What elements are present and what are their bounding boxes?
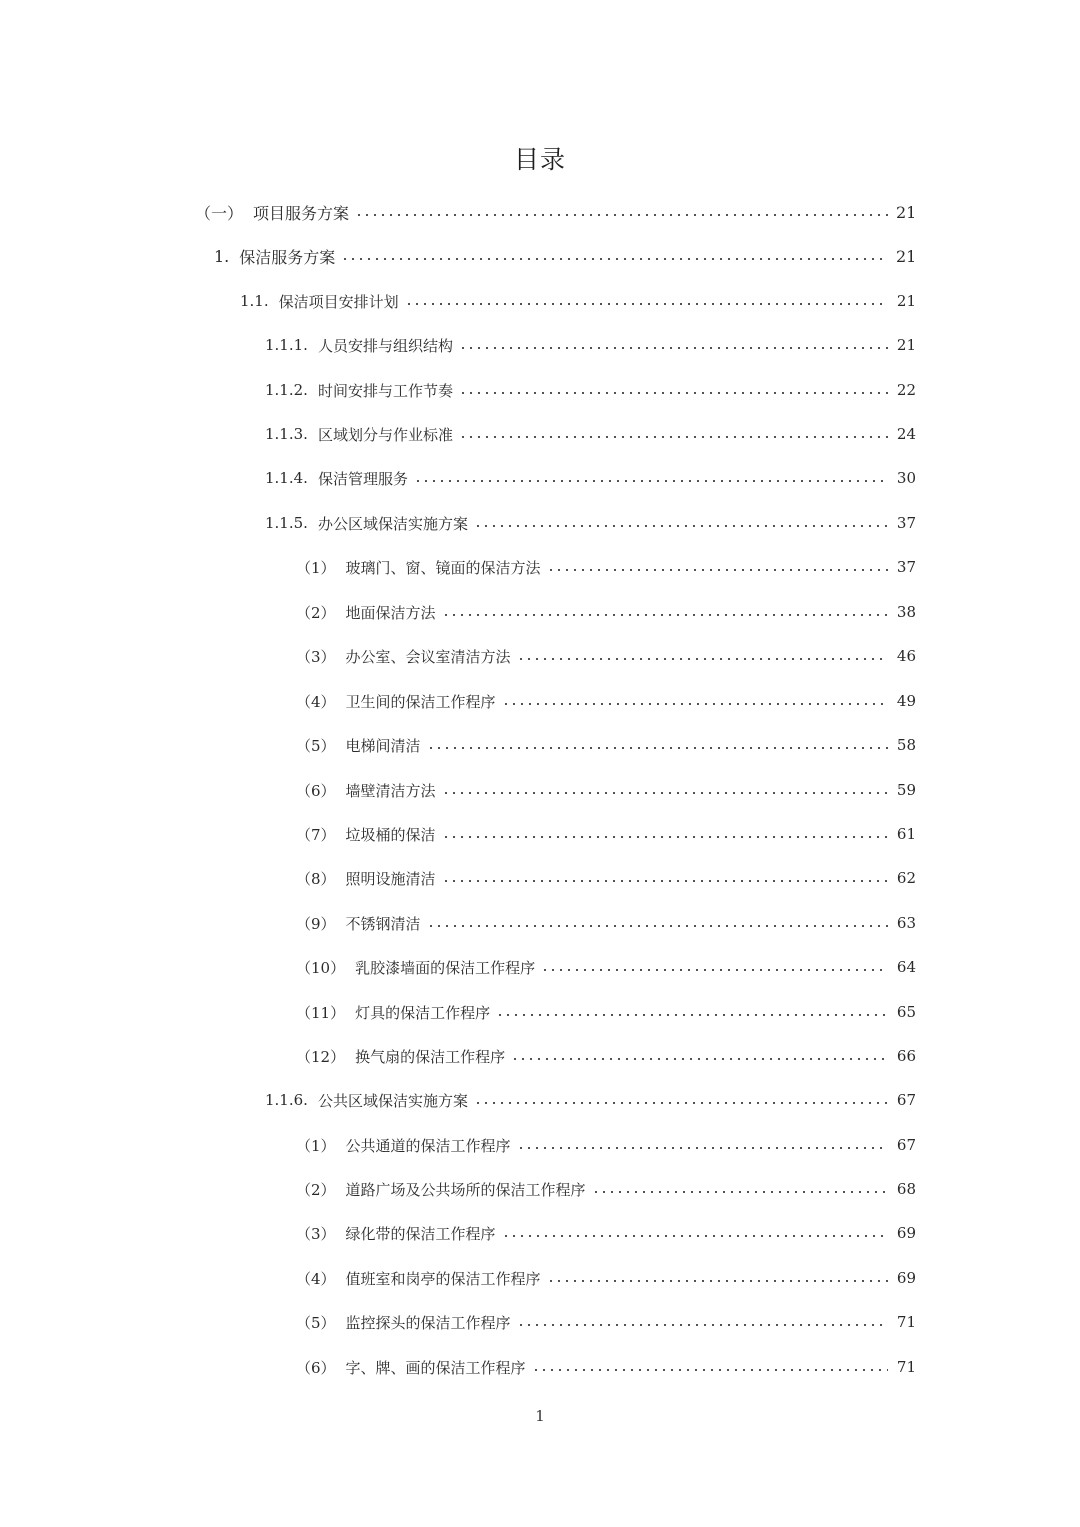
toc-entry-number: 1.1.1. bbox=[265, 336, 308, 354]
toc-entry-number: 1.1.4. bbox=[265, 469, 308, 487]
toc-entry-number: （4） bbox=[296, 692, 336, 711]
toc-entry-number: 1.1. bbox=[240, 292, 269, 310]
toc-entry[interactable] bbox=[296, 816, 916, 852]
toc-entry-page: 37 bbox=[896, 558, 916, 576]
dot-leader bbox=[474, 1102, 888, 1104]
toc-entry[interactable] bbox=[265, 327, 916, 363]
dot-leader bbox=[517, 1324, 888, 1326]
dot-leader bbox=[355, 214, 888, 216]
dot-leader bbox=[547, 569, 888, 571]
toc-entry-page: 21 bbox=[896, 292, 916, 310]
toc-entry[interactable] bbox=[214, 238, 916, 274]
toc-entry-label: 玻璃门、窗、镜面的保洁方法 bbox=[345, 558, 541, 577]
toc-entry-number: （10） bbox=[296, 958, 346, 977]
toc-entry-page: 21 bbox=[896, 336, 916, 354]
toc-entry-page: 38 bbox=[896, 603, 916, 621]
toc-entry-number: （1） bbox=[296, 558, 336, 577]
toc-entry-label: 保洁项目安排计划 bbox=[278, 292, 399, 311]
toc-entry-label: 照明设施清洁 bbox=[345, 869, 436, 888]
toc-entry-number: （6） bbox=[296, 781, 336, 800]
dot-leader bbox=[511, 1058, 888, 1060]
toc-entry-page: 65 bbox=[896, 1003, 916, 1021]
dot-leader bbox=[405, 303, 888, 305]
toc-entry[interactable] bbox=[265, 372, 916, 408]
toc-entry[interactable] bbox=[296, 1260, 916, 1296]
toc-entry-label: 换气扇的保洁工作程序 bbox=[355, 1047, 506, 1066]
toc-entry-page: 67 bbox=[896, 1091, 916, 1109]
toc-entry-label: 道路广场及公共场所的保洁工作程序 bbox=[345, 1180, 586, 1199]
dot-leader bbox=[541, 969, 888, 971]
dot-leader bbox=[414, 480, 888, 482]
dot-leader bbox=[547, 1280, 888, 1282]
toc-entry-page: 68 bbox=[896, 1180, 916, 1198]
toc-entry[interactable] bbox=[296, 594, 916, 630]
toc-entry[interactable] bbox=[296, 994, 916, 1030]
toc-entry-label: 公共区域保洁实施方案 bbox=[317, 1091, 468, 1110]
toc-entry[interactable] bbox=[265, 460, 916, 496]
toc-entry[interactable] bbox=[296, 949, 916, 985]
toc-entry[interactable] bbox=[195, 194, 916, 230]
toc-entry-number: （7） bbox=[296, 825, 336, 844]
toc-entry-page: 62 bbox=[896, 869, 916, 887]
toc-entry-label: 墙壁清洁方法 bbox=[345, 781, 436, 800]
toc-entry-number: （11） bbox=[296, 1003, 346, 1022]
toc-entry[interactable] bbox=[296, 860, 916, 896]
toc-entry[interactable] bbox=[296, 638, 916, 674]
toc-entry-label: 办公室、会议室清洁方法 bbox=[345, 647, 511, 666]
toc-entry-number: 1.1.6. bbox=[265, 1091, 308, 1109]
toc-entry-number: （5） bbox=[296, 736, 336, 755]
toc-entry-label: 字、牌、画的保洁工作程序 bbox=[345, 1358, 526, 1377]
toc-entry-label: 电梯间清洁 bbox=[345, 736, 421, 755]
toc-entry[interactable] bbox=[296, 1349, 916, 1385]
toc-entry-number: （3） bbox=[296, 647, 336, 666]
dot-leader bbox=[532, 1369, 888, 1371]
toc-entry-label: 垃圾桶的保洁 bbox=[345, 825, 436, 844]
toc-entry[interactable] bbox=[240, 283, 916, 319]
toc-entry-number: （1） bbox=[296, 1136, 336, 1155]
dot-leader bbox=[474, 525, 888, 527]
dot-leader bbox=[592, 1191, 888, 1193]
dot-leader bbox=[341, 258, 888, 260]
toc-entry[interactable] bbox=[296, 727, 916, 763]
toc-entry-label: 乳胶漆墙面的保洁工作程序 bbox=[355, 958, 536, 977]
toc-entry-label: 绿化带的保洁工作程序 bbox=[345, 1224, 496, 1243]
toc-entry-number: （5） bbox=[296, 1313, 336, 1332]
toc-entry-page: 63 bbox=[896, 914, 916, 932]
toc-entry-number: 1.1.5. bbox=[265, 514, 308, 532]
toc-entry-label: 卫生间的保洁工作程序 bbox=[345, 692, 496, 711]
toc-entry[interactable] bbox=[296, 1304, 916, 1340]
toc-entry-label: 不锈钢清洁 bbox=[345, 914, 421, 933]
dot-leader bbox=[496, 1014, 888, 1016]
dot-leader bbox=[459, 392, 888, 394]
toc-entry-page: 71 bbox=[896, 1358, 916, 1376]
toc-entry-page: 58 bbox=[896, 736, 916, 754]
dot-leader bbox=[517, 1147, 888, 1149]
toc-entry-label: 区域划分与作业标准 bbox=[317, 425, 453, 444]
toc-entry-label: 办公区域保洁实施方案 bbox=[317, 514, 468, 533]
page-title: 目录 bbox=[513, 145, 566, 174]
toc-entry-page: 66 bbox=[896, 1047, 916, 1065]
toc-entry-page: 64 bbox=[896, 958, 916, 976]
dot-leader bbox=[459, 347, 888, 349]
toc-entry[interactable] bbox=[296, 905, 916, 941]
toc-entry-page: 67 bbox=[896, 1136, 916, 1154]
toc-entry-page: 22 bbox=[896, 381, 916, 399]
toc-entry-page: 30 bbox=[896, 469, 916, 487]
toc-entry-page: 21 bbox=[896, 202, 917, 222]
toc-entry-label: 值班室和岗亭的保洁工作程序 bbox=[345, 1269, 541, 1288]
toc-entry-label: 公共通道的保洁工作程序 bbox=[345, 1136, 511, 1155]
dot-leader bbox=[442, 836, 888, 838]
toc-entry[interactable] bbox=[296, 1215, 916, 1251]
dot-leader bbox=[502, 1235, 888, 1237]
toc-entry-number: （2） bbox=[296, 603, 336, 622]
toc-entry[interactable] bbox=[296, 549, 916, 585]
toc-entry-page: 24 bbox=[896, 425, 916, 443]
toc-entry-page: 69 bbox=[896, 1269, 916, 1287]
toc-entry-label: 人员安排与组织结构 bbox=[317, 336, 453, 355]
toc-entry[interactable] bbox=[296, 1171, 916, 1207]
dot-leader bbox=[427, 925, 888, 927]
dot-leader bbox=[442, 614, 888, 616]
toc-entry-label: 监控探头的保洁工作程序 bbox=[345, 1313, 511, 1332]
page-number: 1 bbox=[535, 1407, 545, 1425]
toc-entry-number: （6） bbox=[296, 1358, 336, 1377]
toc-entry[interactable] bbox=[296, 1127, 916, 1163]
toc-entry-label: 保洁服务方案 bbox=[239, 247, 336, 267]
toc-entry-number: 1.1.3. bbox=[265, 425, 308, 443]
toc-entry[interactable] bbox=[296, 1038, 916, 1074]
toc-entry[interactable] bbox=[296, 772, 916, 808]
dot-leader bbox=[459, 436, 888, 438]
toc-entry-number: 1. bbox=[214, 246, 230, 266]
toc-entry[interactable] bbox=[296, 683, 916, 719]
toc-entry-label: 地面保洁方法 bbox=[345, 603, 436, 622]
toc-entry-page: 46 bbox=[896, 647, 916, 665]
toc-entry-number: （8） bbox=[296, 869, 336, 888]
dot-leader bbox=[502, 703, 888, 705]
toc-entry-page: 69 bbox=[896, 1224, 916, 1242]
toc-entry-page: 37 bbox=[896, 514, 916, 532]
toc-entry-page: 61 bbox=[896, 825, 916, 843]
toc-entry-number: （2） bbox=[296, 1180, 336, 1199]
toc-entry-page: 49 bbox=[896, 692, 916, 710]
toc-entry-number: （9） bbox=[296, 914, 336, 933]
dot-leader bbox=[442, 792, 888, 794]
toc-entry-page: 21 bbox=[896, 246, 917, 266]
toc-entry-label: 项目服务方案 bbox=[253, 203, 350, 223]
toc-entry-number: （3） bbox=[296, 1224, 336, 1243]
toc-entry-number: （4） bbox=[296, 1269, 336, 1288]
toc-entry-number: （一） bbox=[195, 203, 244, 223]
toc-entry-label: 保洁管理服务 bbox=[317, 469, 408, 488]
toc-entry-page: 59 bbox=[896, 781, 916, 799]
dot-leader bbox=[442, 880, 888, 882]
toc-entry-number: 1.1.2. bbox=[265, 381, 308, 399]
dot-leader bbox=[517, 658, 888, 660]
toc-entry[interactable] bbox=[265, 416, 916, 452]
toc-entry-number: （12） bbox=[296, 1047, 346, 1066]
toc-entry-page: 71 bbox=[896, 1313, 916, 1331]
toc-entry[interactable] bbox=[265, 1082, 916, 1118]
dot-leader bbox=[427, 747, 888, 749]
toc-entry-label: 时间安排与工作节奏 bbox=[317, 381, 453, 400]
toc-entry[interactable] bbox=[265, 505, 916, 541]
toc-entry-label: 灯具的保洁工作程序 bbox=[355, 1003, 491, 1022]
